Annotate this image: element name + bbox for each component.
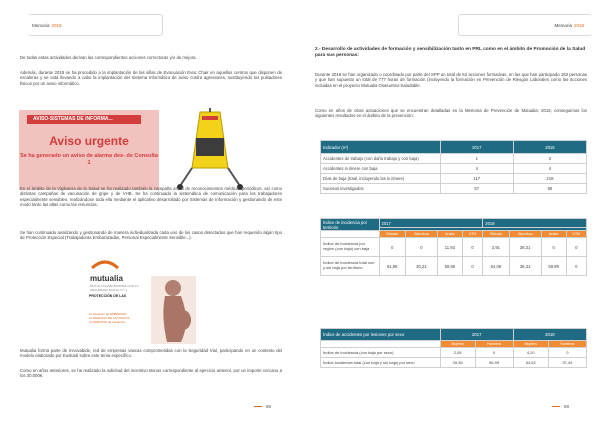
subheader: Hombres — [548, 341, 586, 348]
table-year: 2018 — [513, 329, 586, 341]
subheader: Mujeres — [440, 341, 475, 348]
header-label: Memoria — [554, 22, 572, 28]
table-cell: 56,99 — [475, 358, 513, 368]
paragraph: Se han continuado analizando y gestionando de manera individualizada cada uno de los casos detectados que han requerido algún tipo de Protección Especial (Trabajadoras Embarazadas, Personal Especialmente Sensible...). — [20, 230, 282, 241]
mutualia-logo-icon — [90, 258, 120, 274]
table-cell: 57 — [440, 184, 513, 194]
right-page — [300, 0, 600, 424]
paragraph-2-block — [20, 70, 282, 86]
table-cell: 39,38 — [440, 358, 475, 368]
section-title: 2.- Desarrollo de actividades de formación y sensibilización tanto en PRL como en el ámbito de Promoción de la Salud para sus personas: — [315, 47, 586, 58]
table-cell: 2 — [513, 154, 586, 164]
table-row — [321, 348, 587, 358]
table-header: 2018 — [513, 141, 586, 154]
paragraph-1-block — [20, 55, 282, 60]
table-cell: 1 — [440, 154, 513, 164]
paragraph: Mutualia forma parte de Innovabide, red de empresas vascas comprometidas con la Seguridad Vial, participando en un contexto del modelo elaborado por Euskadi sobre este tema específico. — [20, 348, 282, 359]
table-cell: 4 — [440, 164, 513, 174]
header-year: 2018 — [51, 22, 62, 28]
brand-subtitle: MUTUA COLABORADORA CON LA SEGURIDAD SOCIAL N.º 2 — [90, 284, 139, 292]
subheader: Araba — [541, 231, 566, 238]
indicators-table — [320, 140, 587, 194]
page-number: 89 — [552, 404, 569, 409]
paragraph-2-block — [315, 108, 587, 119]
brand-name: mutualia — [90, 274, 123, 283]
subheader: Araba — [437, 231, 462, 238]
table-row — [321, 257, 587, 276]
table-cell: 0 — [548, 348, 586, 358]
table-cell: 11,93 — [437, 238, 462, 257]
table-cell: 4 — [513, 164, 586, 174]
paragraph: Durante 2018 se han organizado o coordinado por parte del SPP un total de 53 acciones formativas, en las que han participado 183 personas y que han supuesto un total de 777 horas de formación (incluyendo la formación en Prevención de Riesgos Laborales como las acciones incluidas en el proyecto Mutualia Osasuntsu-Saludable. — [315, 72, 587, 88]
incidence-by-territory-table — [320, 218, 587, 276]
row-label: Índice de incidencia por región (con baja) con baja — [321, 238, 380, 257]
table-cell: Accidentes de trabajo (con daño trabajo y con baja) — [321, 154, 441, 164]
table-cell: 117 — [440, 174, 513, 184]
table-cell: Sucesos investigados — [321, 184, 441, 194]
table-cell: 36,31 — [509, 257, 541, 276]
table-cell: 61,96 — [379, 257, 405, 276]
promo-heading: PROTECCIÓN DE LAS — [89, 294, 127, 298]
table-cell: 0 — [405, 238, 437, 257]
pregnancy-protection-poster — [86, 254, 231, 346]
paragraph-3-block — [20, 186, 282, 208]
table-header: 2017 — [440, 141, 513, 154]
paragraph-4-block — [20, 230, 282, 241]
subheader: Gipuzkoa — [509, 231, 541, 238]
table-title: Índice de accidentes por lesiones por sexo — [321, 329, 441, 341]
table-row — [321, 358, 587, 368]
table-cell: 36,31 — [509, 238, 541, 257]
table-row — [321, 174, 587, 184]
paragraph: Como en años anteriores, se ha realizado la solicitud del incentivo Bonus correspondiente al ejercicio anterior, por un importe cercano a los 30.000€. — [20, 368, 282, 379]
alert-title: Aviso urgente — [49, 134, 129, 148]
subheader: Bizkaia — [379, 231, 405, 238]
table-cell: 0 — [566, 238, 586, 257]
table-cell: Accidentes in itinere con baja — [321, 164, 441, 174]
row-label: Índice de incidencia (con baja por sexo) — [321, 348, 441, 358]
alert-message: Se ha generado un aviso de alarma des- de Consulta 1 — [20, 153, 158, 166]
table-cell — [321, 231, 380, 238]
subheader: UTM — [566, 231, 586, 238]
section-title-block — [315, 47, 587, 59]
page-number: 88 — [254, 404, 271, 409]
promo-line: en PERIODO DE LACTANCIA — [89, 316, 130, 320]
table-year: 2018 — [483, 219, 587, 228]
table-cell: 0 — [379, 238, 405, 257]
table-cell: 218 — [513, 174, 586, 184]
table-cell: 59,65 — [437, 257, 462, 276]
table-cell: 37,43 — [548, 358, 586, 368]
header-label: Memoria — [32, 22, 50, 28]
page-header-tag — [458, 14, 592, 36]
paragraph-1-block — [315, 72, 587, 88]
paragraph: En el ámbito de la Vigilancia de la Salud se ha realizado también la campaña anual de reconocimientos médicos periódicos, así como distintas campañas de vacunación de gripe y de VHB. Se ha continuado la sistemática de comunicación para los trabajadores especialmente sensibles, realizándose toda ella mediante el aplicativo desarrollado por Sistemas de Información y gestionando de este modo tanto las altas como las renuncias. — [20, 186, 282, 208]
paragraph: De todas estas actividades derivan las correspondientes acciones correctoras y/o de mejora. — [20, 55, 197, 60]
table-cell: 30,21 — [405, 257, 437, 276]
subheader: Hombres — [475, 341, 513, 348]
pregnant-silhouette-image — [151, 276, 196, 344]
paragraph: Como en años de otras actuaciones que se encuentran detalladas en la Memoria de Prevención de Mutualia, 2018, conseguimos los siguientes resultados en el ámbito de la prevención: — [315, 108, 587, 119]
header-year: 2018 — [573, 22, 584, 28]
table-cell: Días de baja (total, incluyendo las in itinere) — [321, 174, 441, 184]
table-cell: 4,20 — [513, 348, 548, 358]
page-header-tag — [28, 14, 163, 36]
table-cell: 64,08 — [483, 257, 509, 276]
paragraph: Además, durante 2018 se ha procedido a la implantación de las sillas de Evacuación Evac Chair en aquellos centros que disponen de escaleras y se está llevando a cabo la implantación del Sistema Informático de aviso contra agresiones, sustituyendo los pulsadores fisicos por un aviso informático. — [20, 70, 282, 86]
table-cell: 0 — [462, 238, 482, 257]
table-year: 2017 — [379, 219, 483, 228]
row-label: Índice incidencia total (con baja y sin baja) por sexo — [321, 358, 441, 368]
subheader: Gipuzkoa — [405, 231, 437, 238]
row-label: Índice de incidencia total con y sin baja por territorio — [321, 257, 380, 276]
table-cell: 0 — [566, 257, 586, 276]
table-year: 2017 — [440, 329, 513, 341]
urgent-alert-screenshot — [19, 110, 159, 190]
promo-line: en situación de EMBARAZO — [89, 312, 127, 316]
subheader: UTM — [462, 231, 482, 238]
table-row — [321, 184, 587, 194]
table-cell: 0 — [475, 348, 513, 358]
promo-line: en PERIODO de Lactancia — [89, 320, 125, 324]
table-cell: 0 — [462, 257, 482, 276]
incidence-by-gender-table — [320, 328, 587, 368]
table-cell — [321, 341, 441, 348]
table-cell: 0 — [541, 238, 566, 257]
table-cell: 65 — [513, 184, 586, 194]
subheader: Mujeres — [513, 341, 548, 348]
table-cell: 54,62 — [513, 358, 548, 368]
evacuation-chair-image — [170, 108, 248, 192]
paragraph-6-block — [20, 368, 282, 379]
table-cell: 59,99 — [541, 257, 566, 276]
table-cell: 2,91 — [483, 238, 509, 257]
subheader: Bizkaia — [483, 231, 509, 238]
table-header: Indicador (nº) — [321, 141, 441, 154]
table-title: Índice de incidencia por territorio — [321, 219, 380, 231]
table-row — [321, 164, 587, 174]
paragraph-5-block — [20, 348, 282, 359]
table-row — [321, 154, 587, 164]
table-row — [321, 238, 587, 257]
table-cell: 2,08 — [440, 348, 475, 358]
alert-window-bar: AVISO-SISTEMAS DE INFORMA... — [27, 115, 141, 124]
